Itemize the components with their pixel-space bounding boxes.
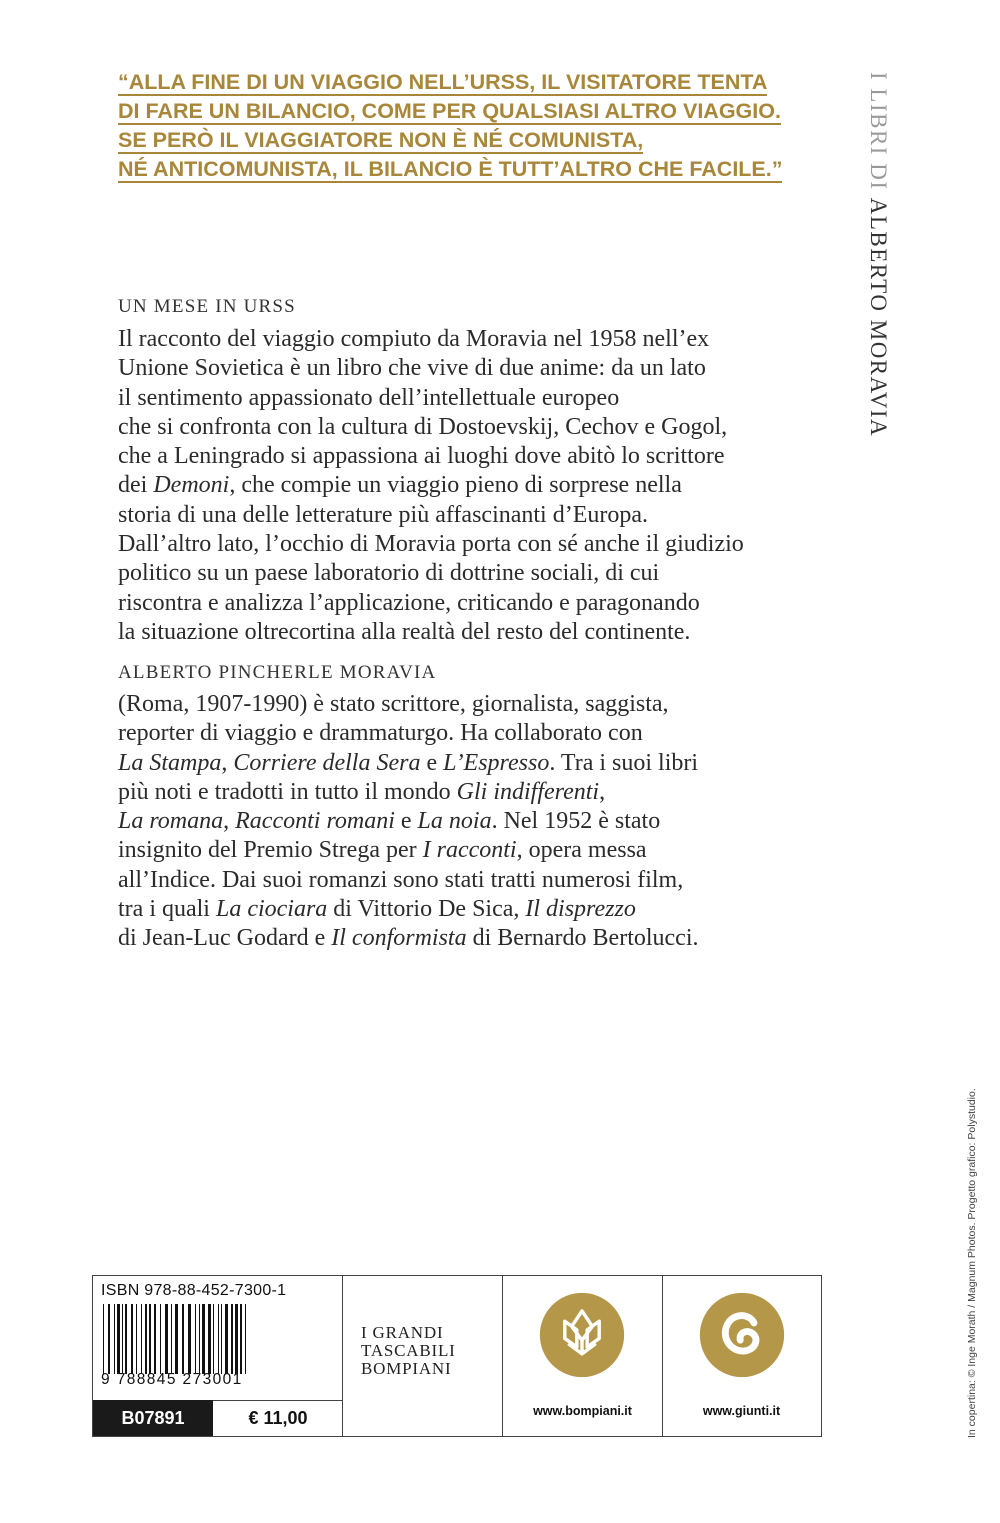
- description-line: la situazione oltrecortina alla realtà del resto del continente.: [118, 618, 691, 645]
- barcode-bar: [114, 1304, 115, 1374]
- bio-line: La Stampa, Corriere della Sera e L’Espresso. Tra i suoi libri: [118, 749, 699, 776]
- giunti-cell: [663, 1276, 820, 1436]
- barcode-bar: [108, 1304, 110, 1374]
- giunti-logo-icon: [699, 1292, 785, 1378]
- bio-line: insignito del Premio Strega per I racconti, opera messa: [118, 837, 647, 864]
- description-line: dei Demoni, che compie un viaggio pieno di sorprese nella: [118, 472, 682, 499]
- bompiani-logo-icon: [539, 1292, 625, 1378]
- barcode-bar: [188, 1304, 191, 1374]
- series-cell: [343, 1276, 503, 1436]
- spine-prefix: I LIBRI DI: [866, 72, 891, 191]
- bio-line: all’Indice. Dai suoi romanzi sono stati tratti numerosi film,: [118, 866, 684, 893]
- barcode-bar: [225, 1304, 228, 1374]
- bompiani-cell: [503, 1276, 663, 1436]
- barcode-bar: [103, 1304, 104, 1374]
- barcode-bar: [240, 1304, 242, 1374]
- barcode-bar: [136, 1304, 137, 1374]
- description-line: Dall’altro lato, l’occhio di Moravia porta con sé anche il giudizio: [118, 531, 744, 558]
- barcode-bar: [131, 1304, 133, 1374]
- barcode-bar: [199, 1304, 200, 1374]
- barcode-bar: [117, 1304, 120, 1374]
- barcode-bar: [195, 1304, 196, 1374]
- bio-line: reporter di viaggio e drammaturgo. Ha collaborato con: [118, 720, 643, 747]
- barcode-bar: [149, 1304, 151, 1374]
- description-line: che a Leningrado si appassiona ai luoghi dove abitò lo scrittore: [118, 443, 725, 470]
- series-line: BOMPIANI: [361, 1359, 452, 1378]
- barcode-bar: [165, 1304, 168, 1374]
- description-line: Il racconto del viaggio compiuto da Moravia nel 1958 nell’ex: [118, 326, 710, 352]
- bompiani-website[interactable]: www.bompiani.it: [533, 1404, 632, 1418]
- barcode-bar: [145, 1304, 147, 1374]
- barcode-bar: [141, 1304, 142, 1374]
- cover-credits: In copertina: © Inge Morath / Magnum Photos. Progetto grafico: Polystudio.: [966, 1088, 978, 1438]
- quote-line: SE PERÒ IL VIAGGIATORE NON È NÉ COMUNISTA,: [118, 128, 644, 152]
- description-line: politico su un paese laboratorio di dottrine sociali, di cui: [118, 560, 660, 587]
- quote-line: “ALLA FINE DI UN VIAGGIO NELL’URSS, IL VISITATORE TENTA: [118, 70, 768, 94]
- series-line: TASCABILI: [361, 1341, 456, 1360]
- barcode-bar: [235, 1304, 238, 1374]
- barcode-bar: [125, 1304, 127, 1374]
- description-line: Unione Sovietica è un libro che vive di due anime: da un lato: [118, 355, 706, 382]
- description-line: il sentimento appassionato dell’intellettuale europeo: [118, 384, 620, 411]
- catalog-code: B07891: [93, 1400, 213, 1436]
- book-title: UN MESE IN URSS: [118, 296, 296, 317]
- description-line: storia di una delle letterature più affascinanti d’Europa.: [118, 501, 649, 528]
- series-name: [361, 1324, 456, 1378]
- barcode-bar: [122, 1304, 123, 1374]
- author-bio: [118, 690, 838, 954]
- footer-box: [92, 1275, 822, 1437]
- barcode-bar: [182, 1304, 184, 1374]
- barcode-bar: [245, 1304, 246, 1374]
- description-line: che si confronta con la cultura di Dostoevskij, Cechov e Gogol,: [118, 413, 728, 440]
- cover-quote: [118, 68, 818, 184]
- barcode-bar: [213, 1304, 214, 1374]
- barcode: [101, 1304, 333, 1374]
- spine-author: ALBERTO MORAVIA: [866, 197, 891, 438]
- series-spine-title: [865, 72, 891, 437]
- author-name: ALBERTO PINCHERLE MORAVIA: [118, 662, 437, 683]
- book-description: [118, 325, 838, 647]
- bio-line: tra i quali La ciociara di Vittorio De Sica, Il disprezzo: [118, 896, 636, 923]
- barcode-bar: [221, 1304, 222, 1374]
- isbn-label: ISBN 978-88-452-7300-1: [101, 1282, 287, 1299]
- quote-line: NÉ ANTICOMUNISTA, IL BILANCIO È TUTT’ALTRO CHE FACILE.”: [118, 157, 783, 181]
- bio-line: La romana, Racconti romani e La noia. Nel 1952 è stato: [118, 808, 661, 835]
- barcode-bar: [175, 1304, 178, 1374]
- price: € 11,00: [213, 1400, 343, 1436]
- barcode-bar: [231, 1304, 233, 1374]
- barcode-bar: [208, 1304, 211, 1374]
- barcode-cell: [93, 1276, 343, 1436]
- barcode-digits: 9 788845 273001: [101, 1371, 243, 1388]
- bio-line: (Roma, 1907-1990) è stato scrittore, giornalista, saggista,: [118, 691, 669, 717]
- description-line: riscontra e analizza l’applicazione, criticando e paragonando: [118, 589, 700, 616]
- bio-line: di Jean-Luc Godard e Il conformista di Bernardo Bertolucci.: [118, 925, 699, 952]
- quote-line: DI FARE UN BILANCIO, COME PER QUALSIASI ALTRO VIAGGIO.: [118, 99, 781, 123]
- barcode-bar: [202, 1304, 205, 1374]
- bio-line: più noti e tradotti in tutto il mondo Gli indifferenti,: [118, 778, 606, 805]
- barcode-bar: [171, 1304, 172, 1374]
- barcode-bar: [218, 1304, 219, 1374]
- giunti-website[interactable]: www.giunti.it: [702, 1404, 781, 1418]
- barcode-bar: [154, 1304, 156, 1374]
- series-line: I GRANDI: [361, 1323, 444, 1342]
- barcode-bar: [160, 1304, 161, 1374]
